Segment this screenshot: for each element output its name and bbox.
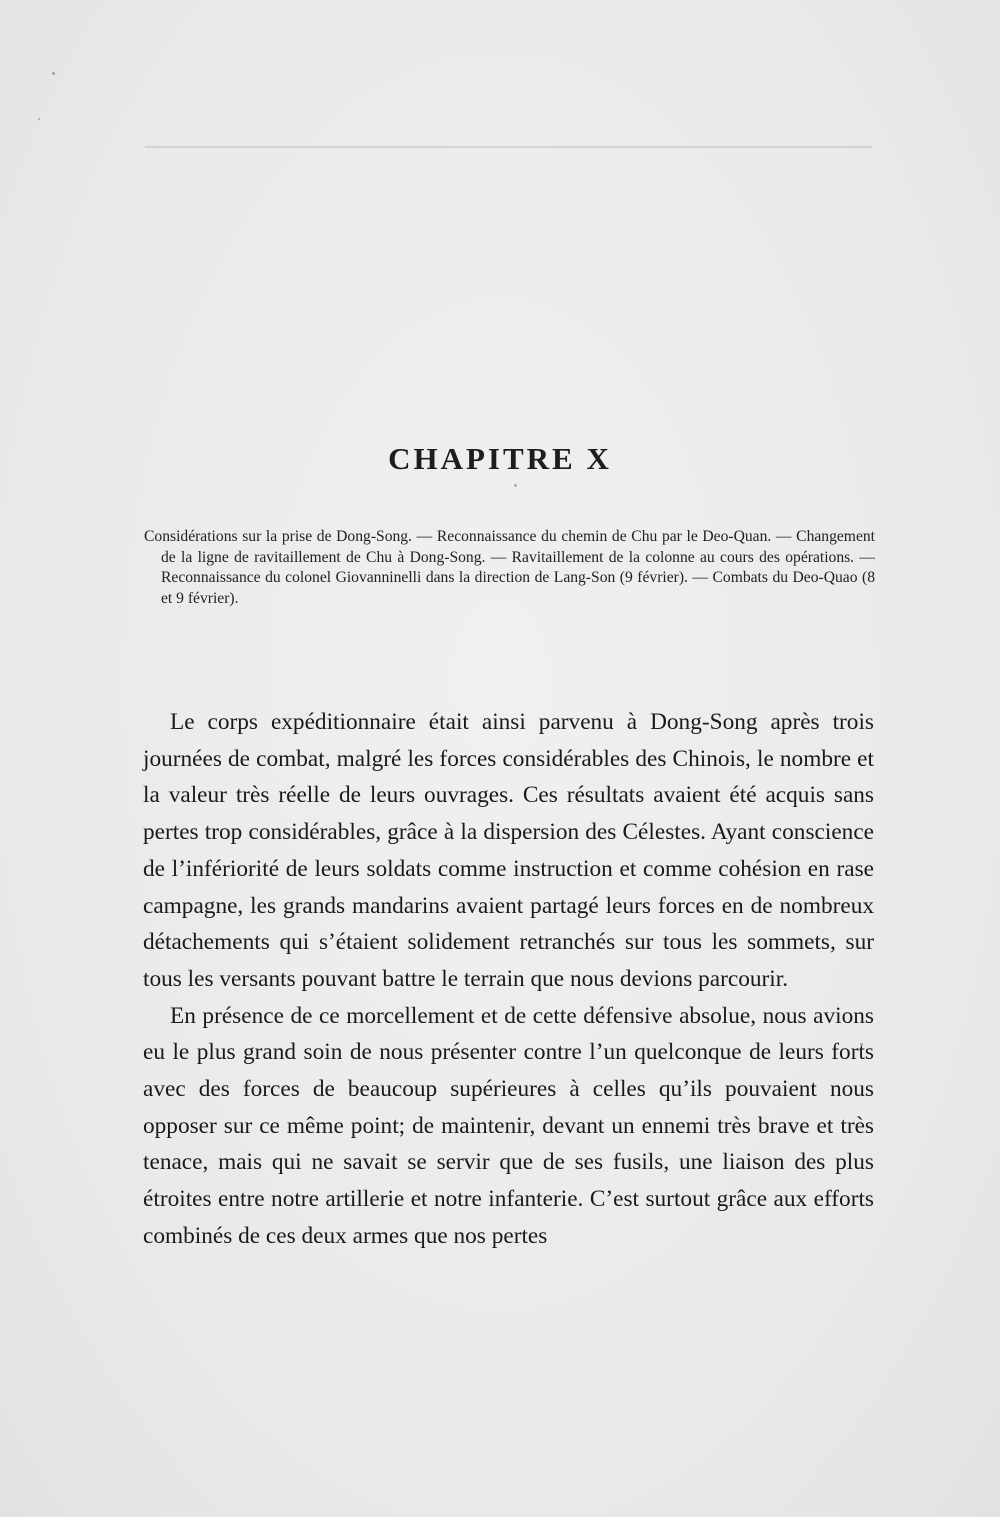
paragraph-1: Le corps expéditionnaire était ainsi parvenu à Dong-Song après trois journées de combat, malgré les forces considérables des Chinois, le nombre et la valeur très réelle de leurs ouvrages. Ces résultats avaient été acquis sans pertes trop considérables, grâce à la dispersion des Célestes. Ayant conscience de l’infériorité de leurs soldats comme instruction et comme cohésion en rase campagne, les grands mandarins avaient partagé leurs forces en de nombreux détachements qui s’étaient solidement retranchés sur tous les sommets, sur tous les versants pouvant battre le terrain que nous devions parcourir. <box>143 709 874 992</box>
paper-speck <box>38 118 40 120</box>
paper-speck <box>52 72 55 75</box>
chapter-title: CHAPITRE X <box>388 440 612 476</box>
bleed-through-rule <box>145 146 872 148</box>
body-text <box>143 704 874 1255</box>
paper-speck <box>514 484 517 487</box>
paragraph-2: En présence de ce morcellement et de cette défensive absolue, nous avions eu le plus grand soin de nous présenter contre l’un quelconque de leurs forts avec des forces de beaucoup supérieures à celles qu’ils pouvaient nous opposer sur ce même point; de maintenir, devant un ennemi très brave et très tenace, mais qui ne savait se servir que de ses fusils, une liaison des plus étroites entre notre artillerie et notre infanterie. C’est surtout grâce aux efforts combinés de ces deux armes que nos pertes <box>143 1002 874 1249</box>
chapter-summary <box>144 527 875 609</box>
chapter-summary-text: Considérations sur la prise de Dong-Song. — Reconnaissance du chemin de Chu par le Deo-Quan. — Changement de la ligne de ravitaillement de Chu à Dong-Song. — Ravitaillement de la colonne au cours des opérations. — Reconnaissance du colonel Giovanninelli dans la direction de Lang-Son (9 février). — Combats du Deo-Quao (8 et 9 février). <box>144 528 875 607</box>
